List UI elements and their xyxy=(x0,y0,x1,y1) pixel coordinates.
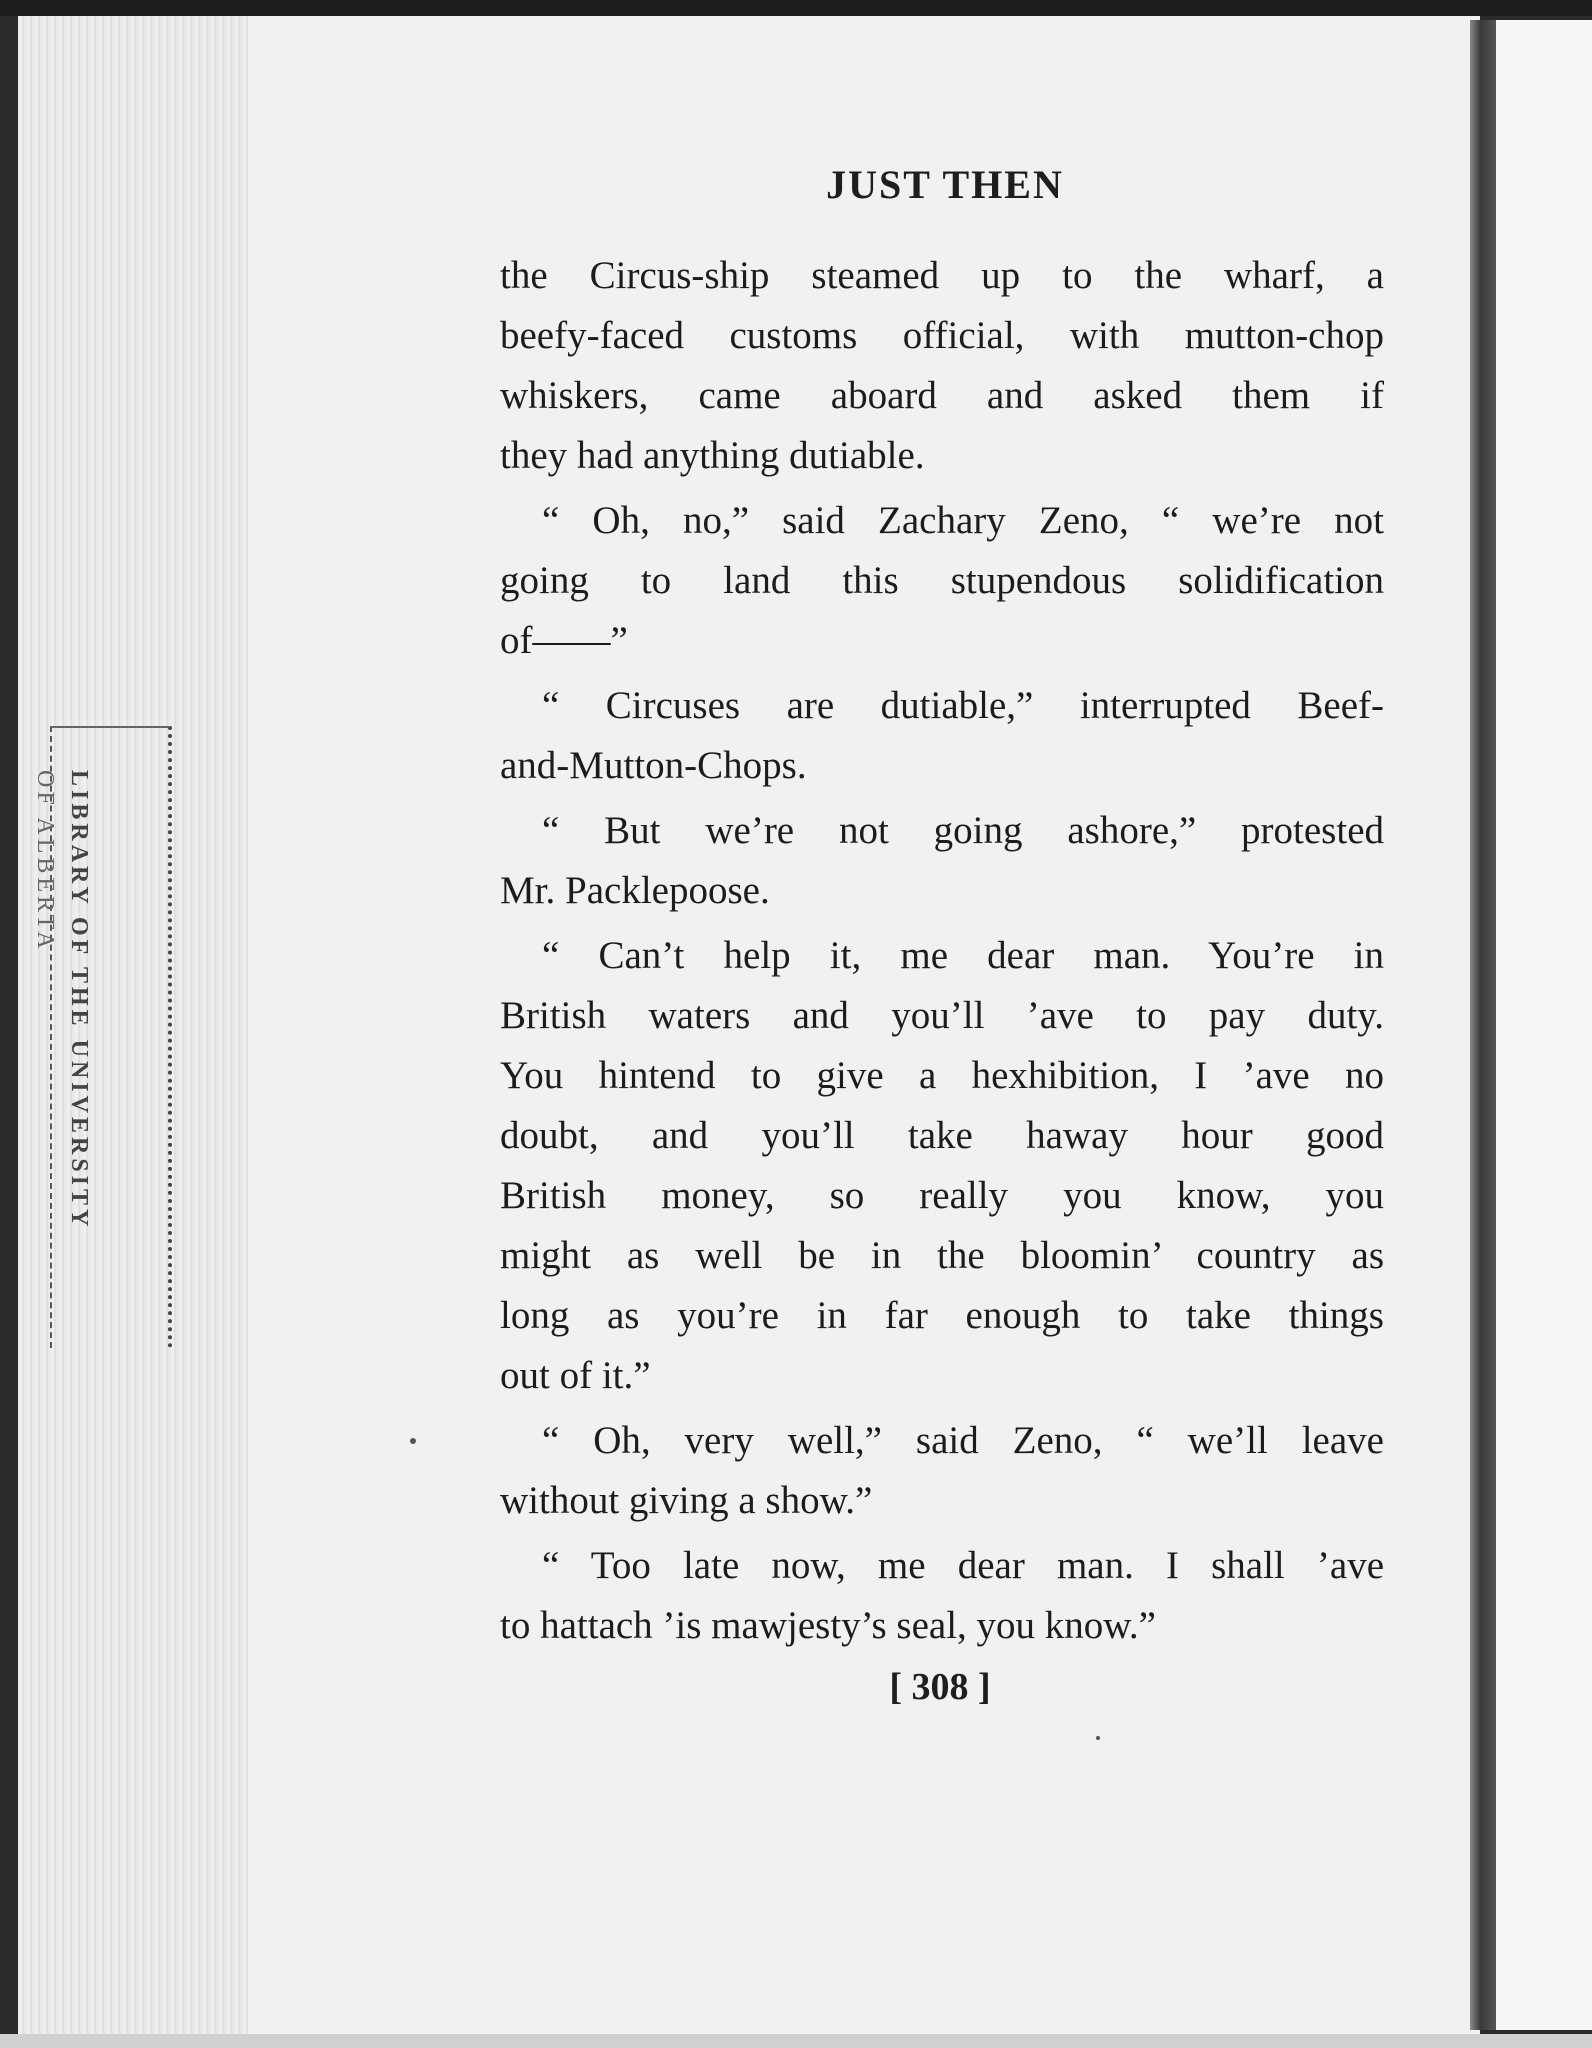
text-line: Mr. Packlepoose. xyxy=(500,869,770,912)
text-line: British money, so really you know, you xyxy=(500,1174,1384,1217)
text-line: without giving a show.” xyxy=(500,1479,873,1522)
text-line: out of it.” xyxy=(500,1354,651,1397)
text-line: You hintend to give a hexhibition, I ’ave no xyxy=(500,1054,1384,1097)
text-line: “ Circuses are dutiable,” interrupted Beef- xyxy=(542,684,1384,727)
page-number: [ 308 ] xyxy=(889,1666,991,1708)
text-line: might as well be in the bloomin’ country as xyxy=(500,1234,1384,1277)
text-line: they had anything dutiable. xyxy=(500,434,925,477)
text-line: of——” xyxy=(500,619,628,662)
book-gutter xyxy=(1470,20,1496,2030)
stamp-line-2: OF ALBERTA xyxy=(32,770,58,953)
stamp-line-1: LIBRARY OF THE UNIVERSITY xyxy=(66,770,92,1231)
text-line: doubt, and you’ll take haway hour good xyxy=(500,1114,1384,1157)
facing-page-strip xyxy=(1496,20,1592,2030)
text-line: and-Mutton-Chops. xyxy=(500,744,807,787)
running-head: JUST THEN xyxy=(826,162,1064,207)
text-line: whiskers, came aboard and asked them if xyxy=(500,374,1384,417)
body-text xyxy=(500,246,1384,1656)
text-line: “ Oh, no,” said Zachary Zeno, “ we’re not xyxy=(542,499,1384,542)
text-line: “ Too late now, me dear man. I shall ’ave xyxy=(542,1544,1384,1587)
scan-bottom-edge xyxy=(0,2034,1592,2048)
text-line: to hattach ’is mawjesty’s seal, you know.” xyxy=(500,1604,1156,1647)
dust-speck xyxy=(1096,1736,1100,1740)
text-line: beefy-faced customs official, with mutton-chop xyxy=(500,314,1384,357)
text-line: “ Oh, very well,” said Zeno, “ we’ll leave xyxy=(542,1419,1384,1462)
text-line: “ But we’re not going ashore,” protested xyxy=(542,809,1384,852)
text-line: long as you’re in far enough to take things xyxy=(500,1294,1384,1337)
scan-top-edge xyxy=(0,0,1592,16)
library-stamp-text xyxy=(32,770,96,1330)
dust-speck xyxy=(410,1438,416,1444)
text-line: “ Can’t help it, me dear man. You’re in xyxy=(542,934,1384,977)
text-line: the Circus-ship steamed up to the wharf, a xyxy=(500,254,1384,297)
text-line: British waters and you’ll ’ave to pay duty. xyxy=(500,994,1384,1037)
text-line: going to land this stupendous solidification xyxy=(500,559,1384,602)
